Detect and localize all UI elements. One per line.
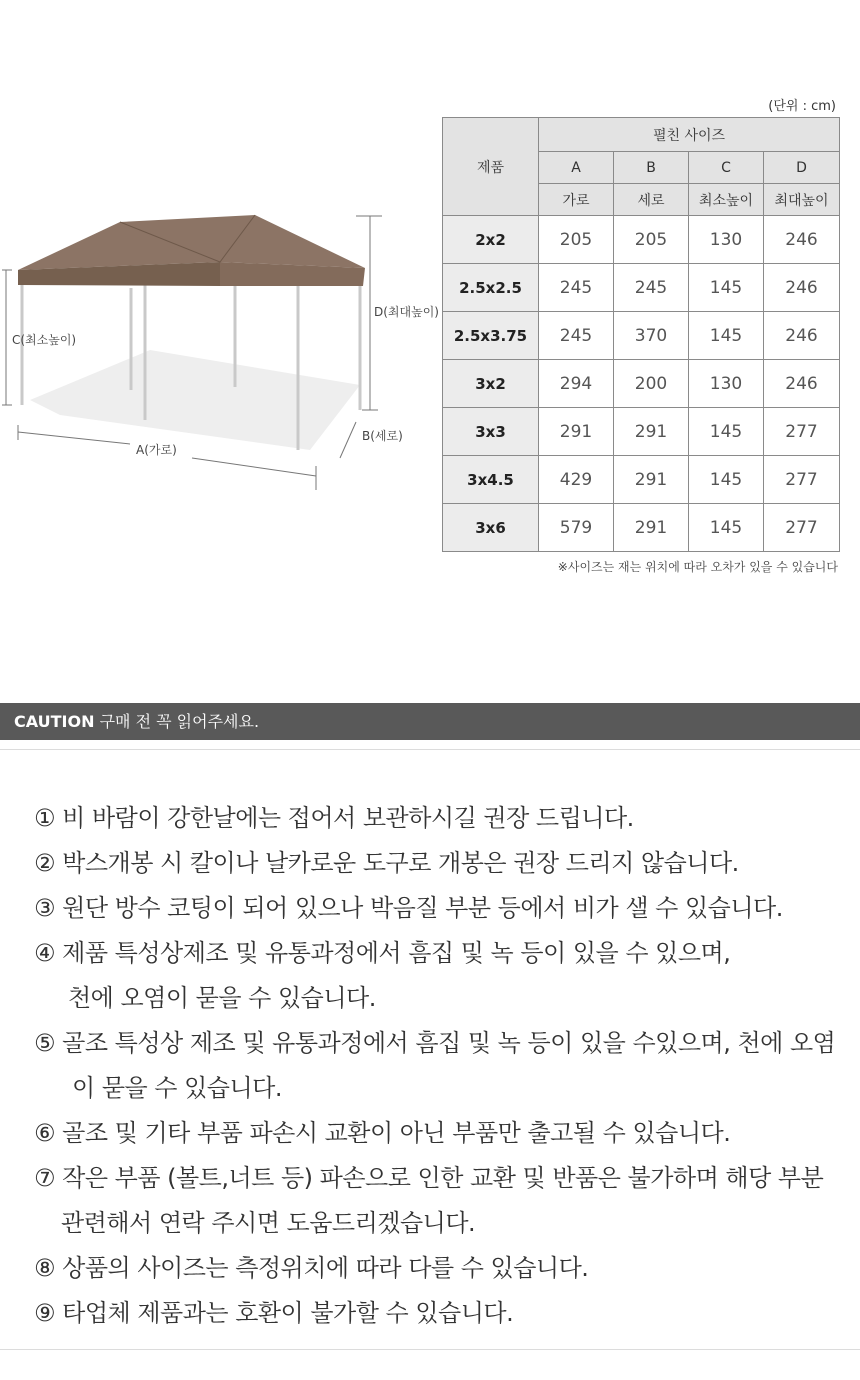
row-product-name: 3x2 bbox=[443, 360, 539, 408]
table-row bbox=[443, 264, 840, 312]
table-row bbox=[443, 216, 840, 264]
cell-c: 130 bbox=[689, 216, 764, 264]
notice-text: ② 박스개봉 시 칼이나 날카로운 도구로 개봉은 권장 드리지 않습니다. bbox=[34, 849, 739, 877]
row-product-name: 3x4.5 bbox=[443, 456, 539, 504]
cell-b: 245 bbox=[614, 264, 689, 312]
cell-c: 145 bbox=[689, 264, 764, 312]
col-letter-d: D bbox=[764, 152, 840, 184]
label-min-height: C(최소높이) bbox=[12, 333, 77, 347]
list-item bbox=[34, 1021, 854, 1111]
cell-b: 291 bbox=[614, 456, 689, 504]
col-dim-min-height: 최소높이 bbox=[689, 184, 764, 216]
cell-b: 370 bbox=[614, 312, 689, 360]
cell-b: 200 bbox=[614, 360, 689, 408]
cell-b: 291 bbox=[614, 408, 689, 456]
list-item bbox=[34, 1246, 854, 1291]
table-row bbox=[443, 504, 840, 552]
col-dim-max-height: 최대높이 bbox=[764, 184, 840, 216]
row-product-name: 2.5x2.5 bbox=[443, 264, 539, 312]
notice-text: ① 비 바람이 강한날에는 접어서 보관하시길 권장 드립니다. bbox=[34, 804, 634, 832]
notice-text: ③ 원단 방수 코팅이 되어 있으나 박음질 부분 등에서 비가 샐 수 있습니다. bbox=[34, 894, 783, 922]
label-depth: B(세로) bbox=[362, 429, 403, 443]
col-dim-depth: 세로 bbox=[614, 184, 689, 216]
row-product-name: 3x3 bbox=[443, 408, 539, 456]
notice-text-cont: 관련해서 연락 주시면 도움드리겠습니다. bbox=[61, 1209, 476, 1237]
col-dim-width: 가로 bbox=[539, 184, 614, 216]
caution-header bbox=[0, 703, 860, 740]
cell-d: 277 bbox=[764, 408, 840, 456]
cell-d: 246 bbox=[764, 360, 840, 408]
cell-a: 245 bbox=[539, 312, 614, 360]
list-item bbox=[34, 886, 854, 931]
cell-b: 205 bbox=[614, 216, 689, 264]
notice-text-cont: 이 묻을 수 있습니다. bbox=[72, 1074, 282, 1102]
caution-subtitle: 구매 전 꼭 읽어주세요. bbox=[99, 712, 260, 731]
cell-a: 429 bbox=[539, 456, 614, 504]
notice-text: ⑥ 골조 및 기타 부품 파손시 교환이 아닌 부품만 출고될 수 있습니다. bbox=[34, 1119, 731, 1147]
cell-c: 130 bbox=[689, 360, 764, 408]
table-row bbox=[443, 360, 840, 408]
notice-text: ⑤ 골조 특성상 제조 및 유통과정에서 흠집 및 녹 등이 있을 수있으며, 천에 오염 bbox=[34, 1029, 836, 1057]
cell-a: 245 bbox=[539, 264, 614, 312]
notice-text-cont: 천에 오염이 묻을 수 있습니다. bbox=[68, 984, 376, 1012]
canopy-roof bbox=[18, 215, 365, 286]
size-header: 펼친 사이즈 bbox=[539, 118, 840, 152]
unit-label: (단위 : cm) bbox=[768, 99, 836, 114]
caution-title: CAUTION bbox=[14, 712, 95, 731]
cell-d: 277 bbox=[764, 456, 840, 504]
notice-text: ⑦ 작은 부품 (볼트,너트 등) 파손으로 인한 교환 및 반품은 불가하며 해당 부분 bbox=[34, 1164, 824, 1192]
col-letter-c: C bbox=[689, 152, 764, 184]
col-letter-a: A bbox=[539, 152, 614, 184]
cell-a: 294 bbox=[539, 360, 614, 408]
cell-c: 145 bbox=[689, 312, 764, 360]
cell-c: 145 bbox=[689, 408, 764, 456]
list-item bbox=[34, 1291, 854, 1336]
table-row bbox=[443, 456, 840, 504]
table-row bbox=[443, 408, 840, 456]
cell-a: 579 bbox=[539, 504, 614, 552]
row-product-name: 2.5x3.75 bbox=[443, 312, 539, 360]
tent-shadow bbox=[30, 350, 360, 450]
caution-list bbox=[34, 796, 854, 1336]
cell-d: 246 bbox=[764, 264, 840, 312]
list-item bbox=[34, 1111, 854, 1156]
list-item bbox=[34, 931, 854, 1021]
list-item bbox=[34, 841, 854, 886]
list-item bbox=[34, 796, 854, 841]
tent-dimension-diagram bbox=[0, 200, 440, 500]
notice-text: ⑧ 상품의 사이즈는 측정위치에 따라 다를 수 있습니다. bbox=[34, 1254, 589, 1282]
divider bbox=[0, 749, 860, 750]
product-header: 제품 bbox=[443, 118, 539, 216]
cell-a: 205 bbox=[539, 216, 614, 264]
divider bbox=[0, 1349, 860, 1350]
cell-d: 277 bbox=[764, 504, 840, 552]
label-width: A(가로) bbox=[136, 443, 177, 457]
cell-a: 291 bbox=[539, 408, 614, 456]
label-max-height: D(최대높이) bbox=[374, 305, 439, 319]
cell-d: 246 bbox=[764, 216, 840, 264]
row-product-name: 2x2 bbox=[443, 216, 539, 264]
cell-c: 145 bbox=[689, 456, 764, 504]
table-row bbox=[443, 312, 840, 360]
notice-text: ⑨ 타업체 제품과는 호환이 불가할 수 있습니다. bbox=[34, 1299, 514, 1327]
size-table bbox=[442, 117, 840, 552]
col-letter-b: B bbox=[614, 152, 689, 184]
notice-text: ④ 제품 특성상제조 및 유통과정에서 흠집 및 녹 등이 있을 수 있으며, bbox=[34, 939, 731, 967]
cell-b: 291 bbox=[614, 504, 689, 552]
size-tolerance-note: ※사이즈는 재는 위치에 따라 오차가 있을 수 있습니다 bbox=[557, 560, 838, 574]
cell-d: 246 bbox=[764, 312, 840, 360]
list-item bbox=[34, 1156, 854, 1246]
row-product-name: 3x6 bbox=[443, 504, 539, 552]
cell-c: 145 bbox=[689, 504, 764, 552]
